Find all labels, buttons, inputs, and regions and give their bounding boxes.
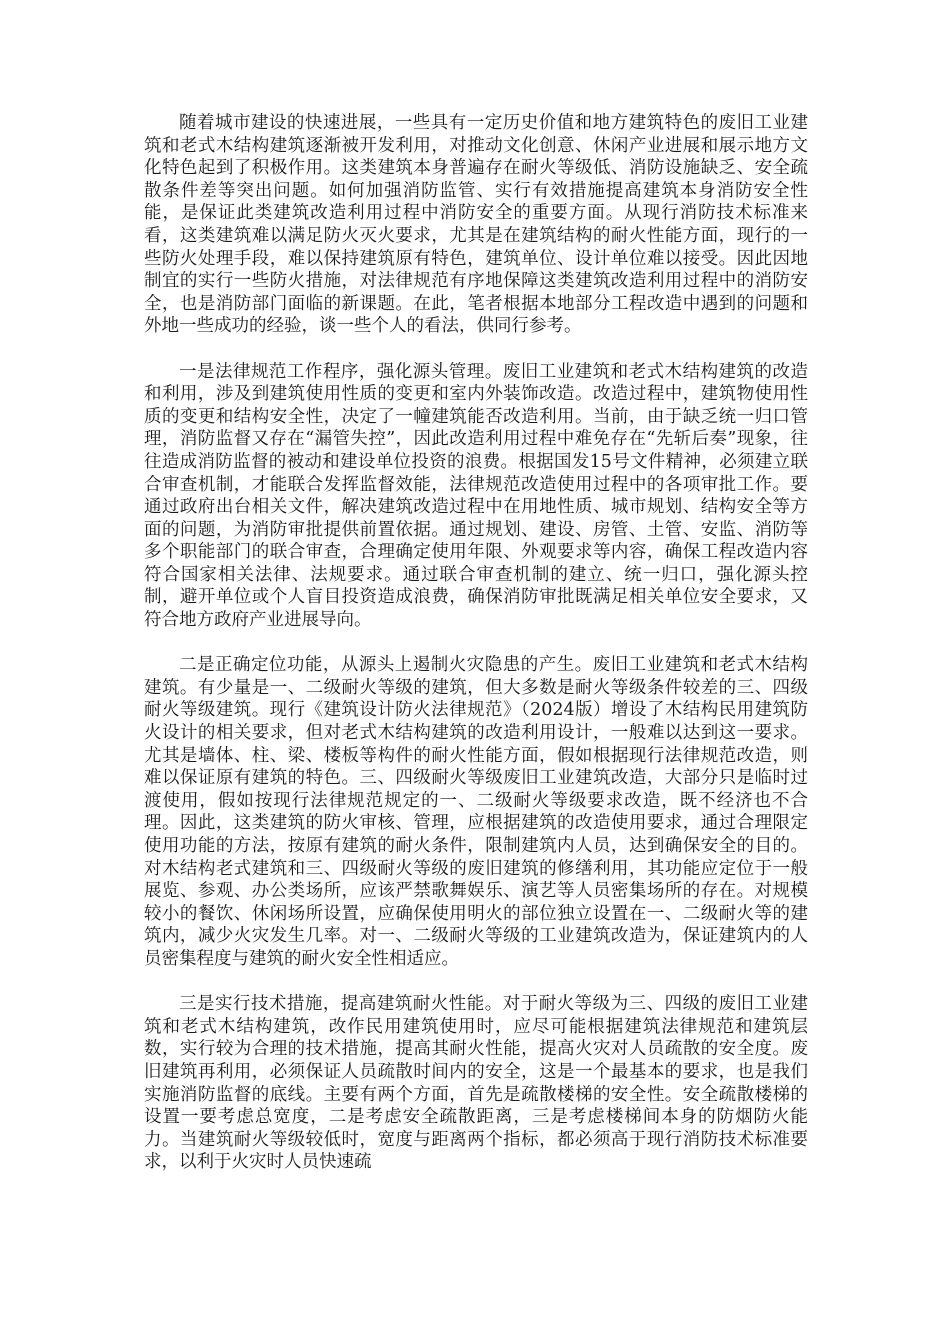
- paragraph-point-one: 一是法律规范工作程序，强化源头管理。废旧工业建筑和老式木结构建筑的改造和利用，涉及到建筑使用性质的变更和室内外装饰改造。改造过程中，建筑物使用性质的变更和结构安全性，决定了一幢建筑能否改造利用。当前，由于缺乏统一归口管理，消防监督又存在“漏管失控”，因此改造利用过程中难免存在“先斩后奏”现象，往往造成消防监督的被动和建设单位投资的浪费。根据国发15号文件精神，必须建立联合审查机制，才能联合发挥监督效能，法律规范改造使用过程中的各项审批工作。要通过政府出台相关文件，解决建筑改造过程中在用地性质、城市规划、结构安全等方面的问题，为消防审批提供前置依据。通过规划、建设、房管、土管、安监、消防等多个职能部门的联合审查，合理确定使用年限、外观要求等内容，确保工程改造内容符合国家相关法律、法规要求。通过联合审查机制的建立、统一归口，强化源头控制，避开单位或个人盲目投资造成浪费，确保消防审批既满足相关单位安全要求，又符合地方政府产业进展导向。: [144, 361, 808, 631]
- document-body: [144, 112, 808, 1174]
- paragraph-intro: 随着城市建设的快速进展，一些具有一定历史价值和地方建筑特色的废旧工业建筑和老式木结构建筑逐渐被开发利用，对推动文化创意、休闲产业进展和展示地方文化特色起到了积极作用。这类建筑本身普遍存在耐火等级低、消防设施缺乏、安全疏散条件差等突出问题。如何加强消防监管、实行有效措施提高建筑本身消防安全性能，是保证此类建筑改造利用过程中消防安全的重要方面。从现行消防技术标准来看，这类建筑难以满足防火灭火要求，尤其是在建筑结构的耐火性能方面，现行的一些防火处理手段，难以保持建筑原有特色，建筑单位、设计单位难以接受。因此因地制宜的实行一些防火措施，对法律规范有序地保障这类建筑改造利用过程中的消防安全，也是消防部门面临的新课题。在此，笔者根据本地部分工程改造中遇到的问题和外地一些成功的经验，谈一些个人的看法，供同行参考。: [144, 113, 808, 337]
- paragraph-point-three: 三是实行技术措施，提高建筑耐火性能。对于耐火等级为三、四级的废旧工业建筑和老式木结构建筑，改作民用建筑使用时，应尽可能根据建筑法律规范和建筑层数，实行较为合理的技术措施，提高其耐火性能，提高火灾对人员疏散的安全度。废旧建筑再利用，必须保证人员疏散时间内的安全，这是一个最基本的要求，也是我们实施消防监督的底线。主要有两个方面，首先是疏散楼梯的安全性。安全疏散楼梯的设置一要考虑总宽度，二是考虑安全疏散距离，三是考虑楼梯间本身的防烟防火能力。当建筑耐火等级较低时，宽度与距离两个指标，都必须高于现行消防技术标准要求，以利于火灾时人员快速疏: [144, 994, 808, 1173]
- paragraph-point-two: 二是正确定位功能，从源头上遏制火灾隐患的产生。废旧工业建筑和老式木结构建筑。有少量是一、二级耐火等级的建筑，但大多数是耐火等级条件较差的三、四级耐火等级建筑。现行《建筑设计防火法律规范》（2024版）增设了木结构民用建筑防火设计的相关要求，但对老式木结构建筑的改造利用设计，一般难以达到这一要求。尤其是墙体、柱、梁、楼板等构件的耐火性能方面，假如根据现行法律规范改造，则难以保证原有建筑的特色。三、四级耐火等级废旧工业建筑改造，大部分只是临时过渡使用，假如按现行法律规范规定的一、二级耐火等级要求改造，既不经济也不合理。因此，这类建筑的防火审核、管理，应根据建筑的改造使用要求，通过合理限定使用功能的方法，按原有建筑的耐火条件，限制建筑内人员，达到确保安全的目的。对木结构老式建筑和三、四级耐火等级的废旧建筑的修缮利用，其功能应定位于一般展览、参观、办公类场所，应该严禁歌舞娱乐、演艺等人员密集场所的存在。对规模较小的餐饮、休闲场所设置，应确保使用明火的部位独立设置在一、二级耐火等的建筑内，减少火灾发生几率。对一、二级耐火等级的工业建筑改造为，保证建筑内的人员密集程度与建筑的耐火安全性相适应。: [144, 655, 808, 969]
